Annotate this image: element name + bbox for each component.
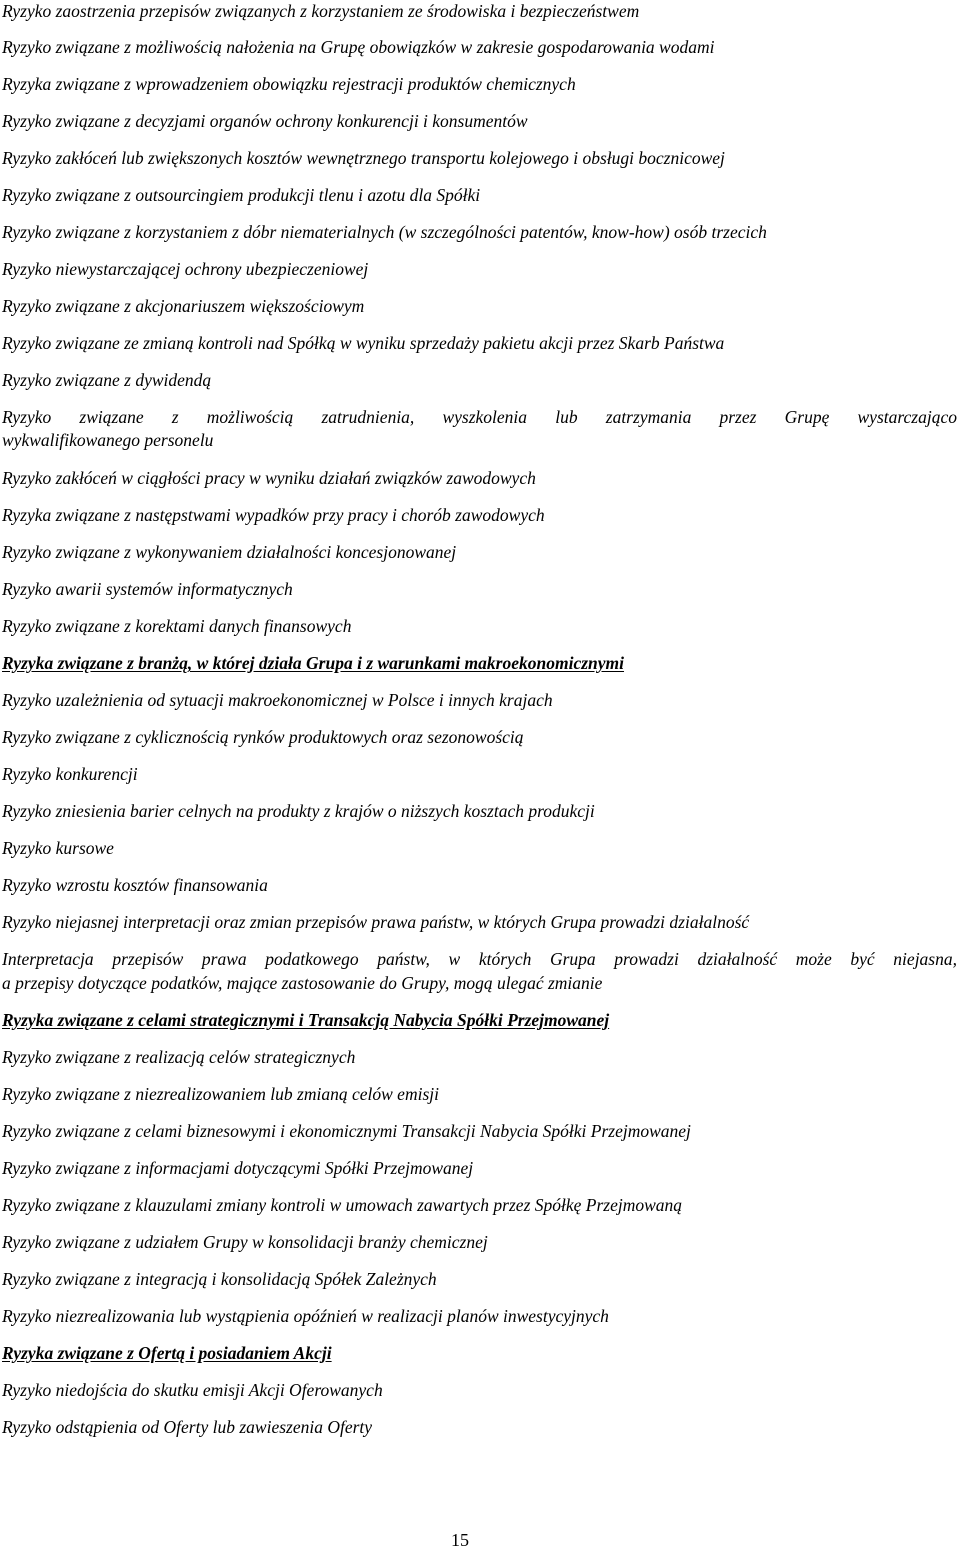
risk-item: Ryzyko związane z integracją i konsolidacją Spółek Zależnych: [2, 1269, 437, 1289]
risk-item: Ryzyko związane z informacjami dotyczącymi Spółki Przejmowanej: [2, 1158, 474, 1178]
risk-item: Ryzyko związane z korzystaniem z dóbr niematerialnych (w szczególności patentów, know-how) osób trzecich: [2, 222, 767, 242]
section-heading: Ryzyka związane z Ofertą i posiadaniem Akcji: [2, 1343, 332, 1363]
section-heading: Ryzyka związane z branżą, w której działa Grupa i z warunkami makroekonomicznymi: [2, 653, 625, 673]
risk-item: Ryzyko uzależnienia od sytuacji makroekonomicznej w Polsce i innych krajach: [2, 690, 553, 710]
risk-item: Ryzyko zakłóceń lub zwiększonych kosztów wewnętrznego transportu kolejowego i obsługi bocznicowej: [2, 148, 725, 168]
risk-item: Ryzyko związane z możliwością nałożenia na Grupę obowiązków w zakresie gospodarowania wodami: [2, 37, 715, 57]
risk-item: Interpretacja przepisów prawa podatkowego państw, w których Grupa prowadzi działalność może być niejasna,: [2, 949, 957, 969]
risk-item: Ryzyko związane ze zmianą kontroli nad Spółką w wyniku sprzedaży pakietu akcji przez Skarb Państwa: [2, 333, 725, 353]
risk-item: Ryzyko związane z wykonywaniem działalności koncesjonowanej: [2, 542, 457, 562]
risk-item: Ryzyko kursowe: [2, 838, 114, 858]
risk-item: Ryzyko odstąpienia od Oferty lub zawieszenia Oferty: [2, 1417, 373, 1437]
risk-item: Ryzyko zaostrzenia przepisów związanych z korzystaniem ze środowiska i bezpieczeństwem: [2, 1, 640, 21]
risk-item: wykwalifikowanego personelu: [2, 430, 214, 450]
risk-item: Ryzyko związane z korektami danych finansowych: [2, 616, 352, 636]
risk-item: Ryzyka związane z następstwami wypadków przy pracy i chorób zawodowych: [2, 505, 545, 525]
risk-item: Ryzyko związane z decyzjami organów ochrony konkurencji i konsumentów: [2, 111, 528, 131]
risk-item: Ryzyko niewystarczającej ochrony ubezpieczeniowej: [2, 259, 369, 279]
risk-item: Ryzyko zniesienia barier celnych na produkty z krajów o niższych kosztach produkcji: [2, 801, 595, 821]
risk-item: Ryzyko związane z outsourcingiem produkcji tlenu i azotu dla Spółki: [2, 185, 481, 205]
risk-item: Ryzyko związane z niezrealizowaniem lub zmianą celów emisji: [2, 1084, 439, 1104]
risk-item: Ryzyko związane z udziałem Grupy w konsolidacji branży chemicznej: [2, 1232, 488, 1252]
risk-item: Ryzyko niedojścia do skutku emisji Akcji Oferowanych: [2, 1380, 383, 1400]
page-number: 15: [451, 1530, 469, 1550]
risk-item: Ryzyko niejasnej interpretacji oraz zmian przepisów prawa państw, w których Grupa prowadzi działalność: [2, 912, 750, 932]
risk-item: Ryzyko związane z realizacją celów strategicznych: [2, 1047, 356, 1067]
risk-item: a przepisy dotyczące podatków, mające zastosowanie do Grupy, mogą ulegać zmianie: [2, 973, 603, 993]
risk-item: Ryzyko związane z dywidendą: [2, 370, 212, 390]
risk-item: Ryzyko związane z celami biznesowymi i ekonomicznymi Transakcji Nabycia Spółki Przejmowanej: [2, 1121, 691, 1141]
risk-item: Ryzyka związane z wprowadzeniem obowiązku rejestracji produktów chemicznych: [2, 74, 576, 94]
risk-item: Ryzyko zakłóceń w ciągłości pracy w wyniku działań związków zawodowych: [2, 468, 536, 488]
risk-item: Ryzyko związane z cyklicznością rynków produktowych oraz sezonowością: [2, 727, 524, 747]
risk-item: Ryzyko związane z klauzulami zmiany kontroli w umowach zawartych przez Spółkę Przejmowaną: [2, 1195, 683, 1215]
risk-item: Ryzyko związane z możliwością zatrudnienia, wyszkolenia lub zatrzymania przez Grupę wystarczająco: [2, 407, 957, 427]
section-heading: Ryzyka związane z celami strategicznymi i Transakcją Nabycia Spółki Przejmowanej: [2, 1010, 610, 1030]
risk-item: Ryzyko wzrostu kosztów finansowania: [2, 875, 268, 895]
risk-item: Ryzyko związane z akcjonariuszem większościowym: [2, 296, 365, 316]
risk-item: Ryzyko niezrealizowania lub wystąpienia opóźnień w realizacji planów inwestycyjnych: [2, 1306, 609, 1326]
risk-item: Ryzyko awarii systemów informatycznych: [2, 579, 293, 599]
risk-item: Ryzyko konkurencji: [2, 764, 138, 784]
